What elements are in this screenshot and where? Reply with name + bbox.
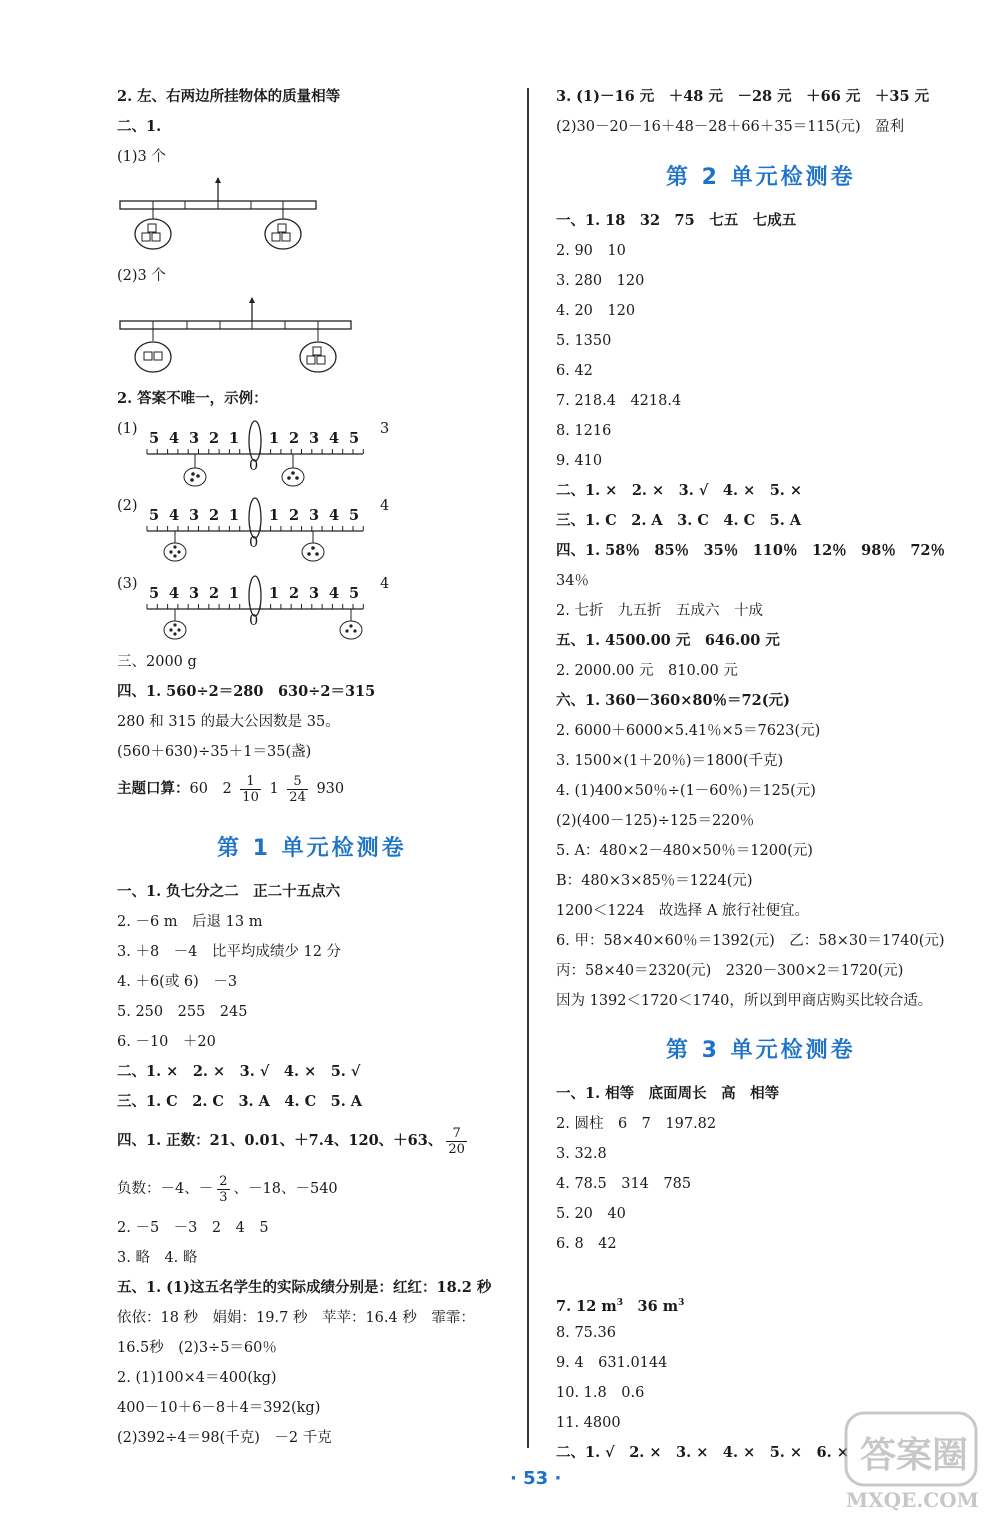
answer-line: 2. 90 10 [556,243,626,259]
ruler-tick-label: 1 [229,430,240,447]
ruler-side-number: 4 [380,576,390,592]
ruler-tick-label: 4 [169,430,180,447]
answer-line: 2. 6000＋6000×5.41％×5＝7623(元) [556,723,821,739]
ruler-label: (1) [117,421,138,437]
ruler-tick-label: 1 [269,430,280,447]
mental-math-value: 1 [269,781,279,797]
answer-line: (2)392÷4＝98(千克) －2 千克 [117,1430,332,1446]
ruler-tick-label: 1 [229,507,240,524]
answer-line: 5. 250 255 245 [117,1004,248,1020]
ruler-tick-label: 1 [269,507,280,524]
ruler-tick-label: 5 [349,507,360,524]
answer-line: 5. 1350 [556,333,612,349]
ruler-tick-label: 5 [349,585,360,602]
answer-line: 依依：18 秒 娟娟：19.7 秒 苹苹：16.4 秒 霏霏： [117,1310,475,1326]
answer-line: 7. 218.4 4218.4 [556,393,682,409]
answer-line: 四、1. 560÷2＝280 630÷2＝315 [117,683,376,700]
answer-line: 丙：58×40＝2320(元) 2320－300×2＝1720(元) [556,963,904,979]
ruler-tick-label: 2 [209,585,220,602]
column-divider [527,88,529,1448]
fraction: $\frac{5}{24}$ [289,773,306,805]
ruler-zero: 0 [249,535,259,551]
answer-line: 二、1. [117,118,162,135]
answer-line: 6. －10 ＋20 [117,1034,216,1050]
lever-ruler-1 [117,415,397,495]
answer-line: 五、1. (1)这五名学生的实际成绩分别是：红红：18.2 秒 [117,1279,492,1296]
ruler-tick-label: 2 [209,430,220,447]
answer-line: 一、1. 相等 底面周长 高 相等 [556,1085,780,1102]
ruler-tick-label: 2 [289,507,300,524]
mental-math-label: 主题口算： [117,780,190,797]
answer-line: 3. 32.8 [556,1146,607,1162]
answer-line: 34％ [556,573,589,589]
fraction: $\frac{1}{10}$ [242,773,259,805]
ruler-tick-label: 2 [289,430,300,447]
ruler-svg [145,492,375,572]
ruler-tick-label: 4 [169,585,180,602]
ruler-tick-label: 1 [269,585,280,602]
fraction: $\frac{2}{3}$ [219,1173,228,1205]
answer-line: 五、1. 4500.00 元 646.00 元 [556,632,780,649]
answer-line: 二、1. × 2. × 3. √ 4. × 5. √ [117,1063,361,1080]
answer-line: B：480×3×85％＝1224(元) [556,873,753,889]
ruler-tick-label: 4 [169,507,180,524]
section-heading-unit-1: 第 1 单元检测卷 [217,836,407,861]
answer-line: 400－10＋6－8＋4＝392(kg) [117,1400,321,1416]
answer-line: 1200＜1224 故选择 A 旅行社便宜。 [556,903,809,919]
ruler-svg [145,415,375,495]
ruler-tick-label: 4 [329,585,340,602]
answer-line: 2. －6 m 后退 13 m [117,914,263,930]
answer-line: 4. 20 120 [556,303,636,319]
answer-line: 二、1. √ 2. × 3. × 4. × 5. × 6. × [556,1444,849,1461]
ruler-side-number: 4 [380,498,390,514]
ruler-tick-label: 3 [309,585,320,602]
ruler-tick-label: 5 [149,430,160,447]
ruler-tick-label: 3 [189,430,200,447]
answer-line: 8. 75.36 [556,1325,616,1341]
answer-line: 三、1. C 2. C 3. A 4. C 5. A [117,1093,363,1110]
answer-line: 280 和 315 的最大公因数是 35。 [117,714,340,730]
answer-line: 四、1. 正数：21、0.01、＋7.4、120、＋63、 $\frac{7}{20}$ [117,1125,465,1157]
answer-line: 5. A：480×2－480×50％＝1200(元) [556,843,813,859]
answer-line: 6. 8 42 [556,1236,617,1252]
mental-math-value: 930 [316,781,345,797]
answer-line: 11. 4800 [556,1415,621,1431]
ruler-tick-label: 5 [349,430,360,447]
answer-line: 三、2000 g [117,654,197,670]
ruler-zero: 0 [249,613,259,629]
answer-line: 10. 1.8 0.6 [556,1385,645,1401]
page-number: · 53 · [510,1468,562,1489]
answer-line: 4. (1)400×50％÷(1－60％)＝125(元) [556,783,816,799]
section-heading-unit-3: 第 3 单元检测卷 [666,1038,856,1063]
answer-line: (2)3 个 [117,268,166,284]
answer-line: 2. 答案不唯一，示例： [117,390,268,407]
mental-math-value: 60 2 [189,781,232,797]
answer-line: 2. 2000.00 元 810.00 元 [556,663,738,679]
answer-line: 一、1. 负七分之二 正二十五点六 [117,883,341,900]
answer-line: (560＋630)÷35＋1＝35(盏) [117,744,312,760]
answer-line: 4. 78.5 314 785 [556,1176,692,1192]
answer-line: 2. 左、右两边所挂物体的质量相等 [117,88,341,105]
answer-line: 四、1. 58％ 85％ 35％ 110％ 12％ 98％ 72％ [556,542,946,559]
answer-line: 一、1. 18 32 75 七五 七成五 [556,212,797,229]
balance-diagram-2 [117,295,357,383]
ruler-tick-label: 1 [229,585,240,602]
answer-line: 2. 圆柱 6 7 197.82 [556,1116,717,1132]
answer-line: 三、1. C 2. A 3. C 4. C 5. A [556,512,802,529]
ruler-tick-label: 2 [289,585,300,602]
ruler-tick-label: 5 [149,585,160,602]
watermark-logo [838,1405,988,1515]
ruler-tick-label: 4 [329,430,340,447]
answer-line: 6. 42 [556,363,593,379]
answer-line: 因为 1392＜1720＜1740，所以到甲商店购买比较合适。 [556,993,933,1009]
answer-line: 2. 七折 九五折 五成六 十成 [556,603,763,619]
answer-line: 16.5秒 (2)3÷5＝60％ [117,1340,277,1356]
answer-line: (2)30－20－16＋48－28＋66＋35＝115(元) 盈利 [556,119,905,135]
answer-line: 9. 410 [556,453,603,469]
answer-line: (1)3 个 [117,149,166,165]
answer-line: 3. ＋8 －4 比平均成绩少 12 分 [117,944,342,960]
ruler-label: (2) [117,498,138,514]
answer-line: 3. (1)－16 元 ＋48 元 －28 元 ＋66 元 ＋35 元 [556,88,930,105]
ruler-tick-label: 2 [209,507,220,524]
svg-text:答案圈: 答案圈 [860,1434,969,1476]
fraction: $\frac{7}{20}$ [448,1125,465,1157]
lever-ruler-3 [117,570,397,650]
svg-text:MXQE.COM: MXQE.COM [846,1488,979,1512]
ruler-label: (3) [117,576,138,592]
ruler-tick-label: 5 [149,507,160,524]
answer-line: 4. ＋6(或 6) －3 [117,974,238,990]
ruler-zero: 0 [249,458,259,474]
section-heading-unit-2: 第 2 单元检测卷 [666,165,856,190]
answer-line: 负数：－4、－ $\frac{2}{3}$ 、－18、－540 [117,1173,338,1205]
answer-line: 6. 甲：58×40×60％＝1392(元) 乙：58×30＝1740(元) [556,933,945,949]
answer-line: 二、1. × 2. × 3. √ 4. × 5. × [556,482,803,499]
ruler-tick-label: 3 [189,585,200,602]
answer-line: 2. －5 －3 2 4 5 [117,1220,269,1236]
answer-line: 3. 280 120 [556,273,645,289]
answer-line: 8. 1216 [556,423,612,439]
answer-line: (2)(400－125)÷125＝220％ [556,813,755,829]
answer-line: 3. 1500×(1＋20％)＝1800(千克) [556,753,784,769]
balance-diagram-1 [117,175,327,260]
answer-line: 7. 12 $m^3$ 36 $m^3$ [556,1297,685,1315]
answer-line: 六、1. 360－360×80％＝72(元) [556,692,790,709]
ruler-tick-label: 3 [309,430,320,447]
ruler-svg [145,570,375,650]
mental-math-line [117,772,344,806]
answer-line: 2. (1)100×4＝400(kg) [117,1370,277,1386]
ruler-tick-label: 4 [329,507,340,524]
ruler-tick-label: 3 [189,507,200,524]
ruler-tick-label: 3 [309,507,320,524]
lever-ruler-2 [117,492,397,572]
ruler-side-number: 3 [380,421,390,437]
answer-line: 5. 20 40 [556,1206,626,1222]
answer-line: 3. 略 4. 略 [117,1250,198,1266]
answer-line: 9. 4 631.0144 [556,1355,668,1371]
